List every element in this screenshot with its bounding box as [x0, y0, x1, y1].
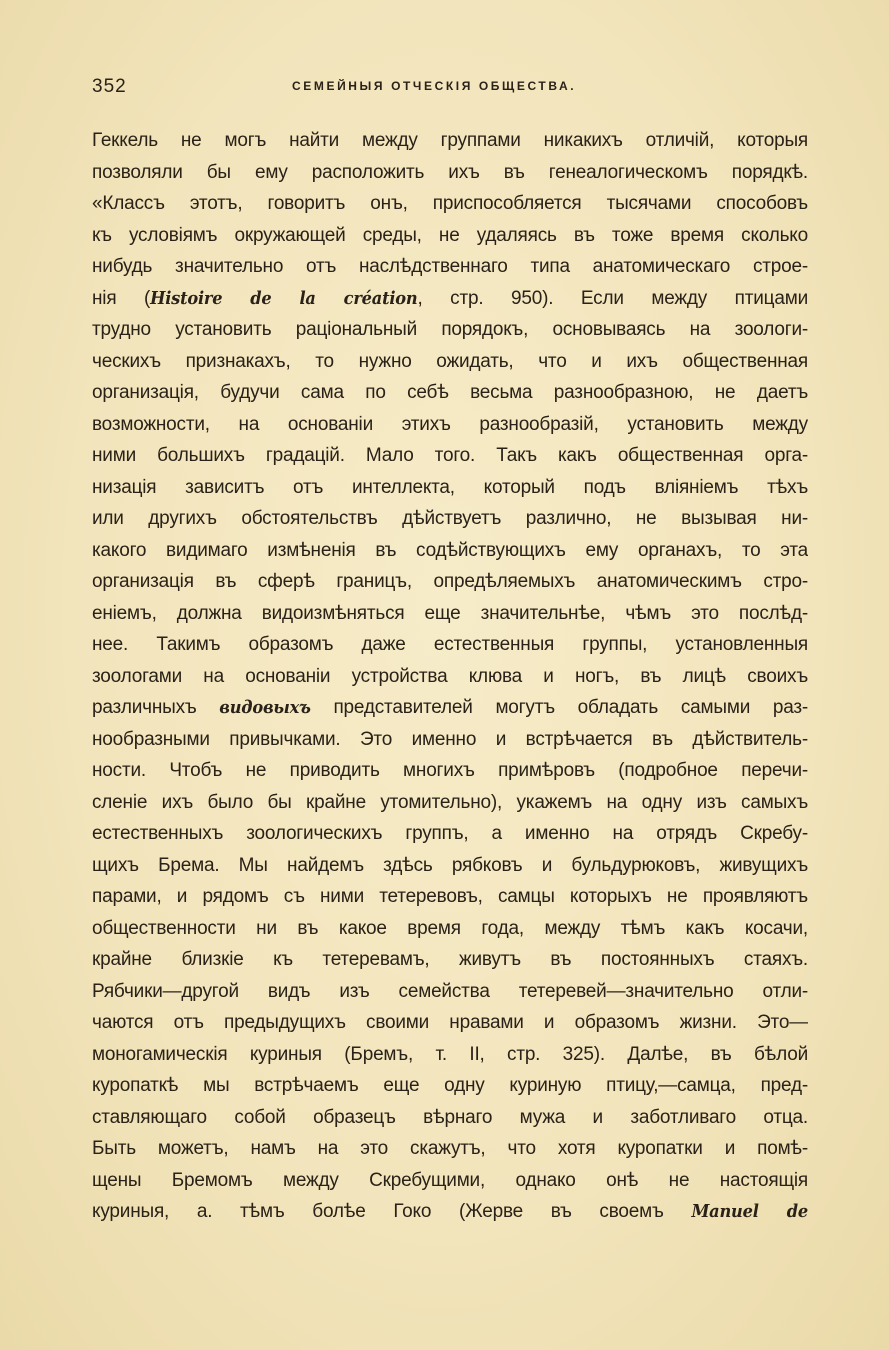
text-line	[92, 283, 808, 315]
text-segment: какого видимаго измѣненія въ содѣйствующихъ ему органахъ, то эта	[92, 539, 808, 561]
text-segment: представителей могутъ обладать самыми раз-	[310, 697, 808, 718]
text-line	[92, 724, 808, 756]
text-line	[92, 472, 808, 504]
text-segment: позволяли бы ему расположить ихъ въ генеалогическомъ порядкѣ.	[92, 161, 808, 183]
text-line	[92, 409, 808, 441]
text-line	[92, 535, 808, 567]
text-segment: Геккель не могъ найти между группами никакихъ отличій, которыя	[92, 130, 808, 151]
text-line	[92, 1102, 808, 1134]
text-segment: нибудь значительно отъ наслѣдственнаго типа анатомическаго строе-	[92, 256, 808, 277]
text-segment: «Классъ этотъ, говоритъ онъ, приспособляется тысячами способовъ	[92, 193, 808, 214]
text-segment: ности. Чтобъ не приводить многихъ примѣровъ (подробное перечи-	[92, 760, 808, 781]
italic-text-segment: видовыхъ	[219, 697, 311, 718]
text-segment: нообразными привычками. Это именно и встрѣчается въ дѣйствитель-	[92, 728, 808, 750]
text-line	[92, 1196, 808, 1228]
text-line	[92, 755, 808, 787]
text-line	[92, 818, 808, 850]
text-line	[92, 787, 808, 819]
text-segment: Рябчики—другой видъ изъ семейства тетеревей—значительно отли-	[92, 980, 808, 1002]
text-line	[92, 629, 808, 661]
text-line	[92, 1133, 808, 1165]
text-line	[92, 314, 808, 346]
text-segment: естественныхъ зоологическихъ группъ, а именно на отрядъ Скребу-	[92, 823, 808, 844]
text-line	[92, 503, 808, 535]
text-segment: общественности ни въ какое время года, между тѣмъ какъ косачи,	[92, 917, 808, 939]
text-segment: еніемъ, должна видоизмѣняться еще значительнѣе, чѣмъ это послѣд-	[92, 602, 808, 624]
text-segment: куриныя, а. тѣмъ болѣе Гоко (Жерве въ своемъ	[92, 1201, 692, 1222]
text-line	[92, 661, 808, 693]
text-line	[92, 157, 808, 189]
text-segment: ставляющаго собой образецъ вѣрнаго мужа и заботливаго отца.	[92, 1106, 808, 1128]
page-number: 352	[92, 76, 127, 97]
text-segment: низація зависитъ отъ интеллекта, который подъ вліяніемъ тѣхъ	[92, 476, 808, 498]
text-line	[92, 913, 808, 945]
text-line	[92, 692, 808, 724]
text-line	[92, 850, 808, 882]
text-segment: сленіе ихъ было бы крайне утомительно), укажемъ на одну изъ самыхъ	[92, 791, 808, 813]
text-segment: нія (	[92, 287, 151, 309]
text-segment: моногамическія куриныя (Бремъ, т. II, стр. 325). Далѣе, въ бѣлой	[92, 1043, 808, 1065]
text-segment: щены Бремомъ между Скребущими, однако онѣ не настоящія	[92, 1169, 808, 1191]
text-line	[92, 1007, 808, 1039]
text-segment: трудно установить раціональный порядокъ, основываясь на зоологи-	[92, 319, 808, 340]
text-line	[92, 1070, 808, 1102]
text-line	[92, 251, 808, 283]
text-line	[92, 566, 808, 598]
text-segment: нее. Такимъ образомъ даже естественныя группы, установленныя	[92, 634, 808, 655]
text-line	[92, 881, 808, 913]
text-segment: Быть можетъ, намъ на это скажутъ, что хотя куропатки и помѣ-	[92, 1138, 808, 1159]
text-segment: къ условіямъ окружающей среды, не удаляясь въ тоже время сколько	[92, 224, 808, 246]
italic-text-segment: Manuel de	[691, 1201, 808, 1222]
text-segment: ними большихъ градацій. Мало того. Такъ какъ общественная орга-	[92, 445, 808, 466]
text-segment: крайне близкіе къ тетеревамъ, живутъ въ постоянныхъ стаяхъ.	[92, 949, 808, 970]
text-segment: чаются отъ предыдущихъ своими нравами и образомъ жизни. Это—	[92, 1012, 808, 1033]
text-segment: парами, и рядомъ съ ними тетеревовъ, самцы которыхъ не проявляютъ	[92, 886, 808, 907]
text-line	[92, 377, 808, 409]
text-line	[92, 1165, 808, 1197]
text-segment: зоологами на основаніи устройства клюва и ногъ, въ лицѣ своихъ	[92, 665, 808, 687]
italic-text-segment: Histoire de la création	[150, 287, 418, 309]
text-line	[92, 188, 808, 220]
text-line	[92, 598, 808, 630]
text-segment: организація въ сферѣ границъ, опредѣляемыхъ анатомическимъ стро-	[92, 571, 808, 592]
text-segment: ческихъ признакахъ, то нужно ожидать, что и ихъ общественная	[92, 350, 808, 372]
text-line	[92, 125, 808, 157]
text-segment: , стр. 950). Если между птицами	[417, 287, 808, 309]
text-segment: или другихъ обстоятельствъ дѣйствуетъ различно, не вызывая ни-	[92, 508, 808, 529]
text-line	[92, 346, 808, 378]
text-segment: различныхъ	[92, 697, 220, 718]
text-segment: организація, будучи сама по себѣ весьма разнообразною, не даетъ	[92, 382, 808, 403]
page-header	[92, 76, 812, 104]
text-line	[92, 440, 808, 472]
body-text	[92, 125, 808, 1228]
text-line	[92, 220, 808, 252]
text-line	[92, 944, 808, 976]
text-line	[92, 976, 808, 1008]
text-segment: куропаткѣ мы встрѣчаемъ еще одну куриную птицу,—самца, пред-	[92, 1075, 808, 1096]
text-segment: возможности, на основаніи этихъ разнообразій, установить между	[92, 413, 808, 435]
running-title: СЕМЕЙНЫЯ ОТЧЕСКIЯ ОБЩЕСТВА.	[292, 79, 577, 93]
text-line	[92, 1039, 808, 1071]
text-segment: щихъ Брема. Мы найдемъ здѣсь рябковъ и бульдурюковъ, живущихъ	[92, 854, 808, 876]
